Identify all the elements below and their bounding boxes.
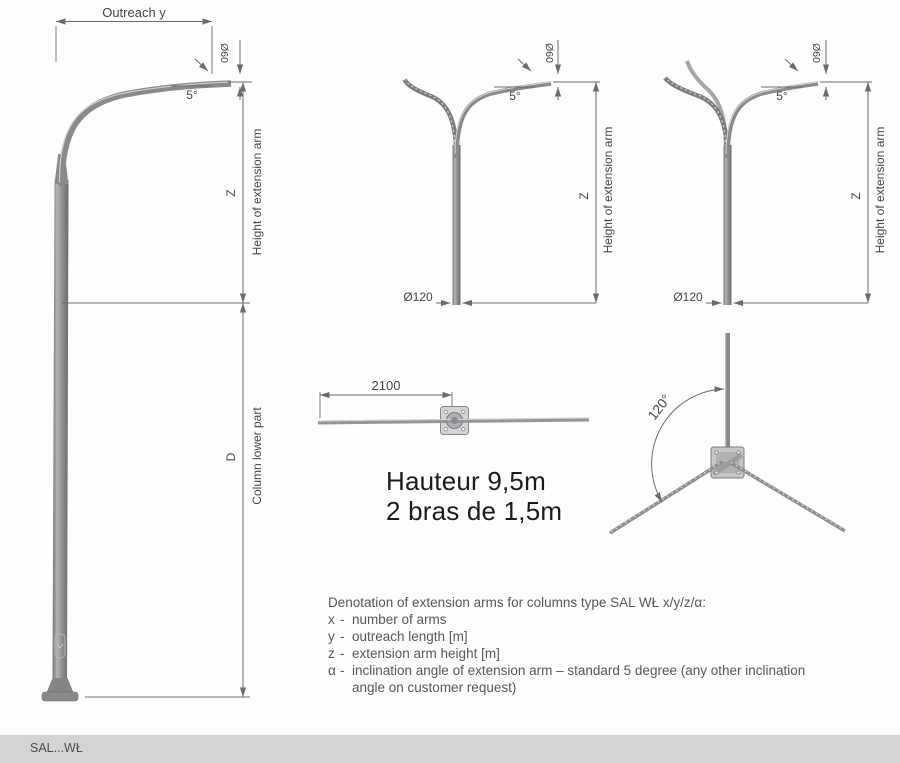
bolt-hole — [444, 410, 447, 413]
symbol-x-meaning: number of arms — [352, 612, 447, 627]
inclination-label: 5° — [776, 89, 788, 103]
right-arm — [728, 84, 819, 159]
arm-height-dimension — [224, 82, 264, 303]
denotation-row — [328, 645, 873, 662]
z-var: Z — [849, 192, 863, 200]
inclination-label: 5° — [186, 88, 198, 102]
arm-height-dimension — [820, 82, 887, 303]
lower-part-label: Column lower part — [250, 407, 264, 505]
bolt-hole — [737, 471, 740, 474]
denotation-row — [328, 628, 873, 645]
symbol-alpha-meaning: inclination angle of extension arm – standard 5 degree (any other inclination — [352, 663, 806, 678]
symbol-y: y — [328, 629, 335, 644]
bolt-hole — [462, 428, 465, 431]
left-arm-hatch — [405, 79, 456, 152]
inclination-label: 5° — [509, 89, 521, 103]
bolt-hole — [715, 471, 718, 474]
dash: - — [340, 646, 345, 661]
footer-bar — [0, 735, 900, 763]
column-shaft — [53, 180, 69, 682]
symbol-x: x — [328, 612, 335, 627]
outreach-label: Outreach y — [102, 5, 166, 20]
arm-height-label: Height of extension arm — [873, 126, 887, 254]
tip-diameter-label: Ø60 — [810, 43, 822, 63]
arm-height-label: Height of extension arm — [601, 126, 615, 254]
product-series-label: SAL...WŁ — [30, 741, 83, 755]
bolt-hole — [715, 451, 718, 454]
dash: - — [340, 629, 345, 644]
denotation-legend — [328, 594, 873, 696]
base-diameter-dimension — [673, 290, 868, 304]
denotation-title: Denotation of extension arms for columns type SAL WŁ x/y/z/α: — [328, 595, 706, 610]
column-shaft — [453, 145, 461, 305]
d-var: D — [224, 452, 238, 462]
hub-nut — [451, 417, 458, 424]
dash: - — [340, 663, 345, 678]
symbol-alpha: α — [328, 663, 336, 678]
base-diameter-label: Ø120 — [673, 290, 703, 304]
base-flare — [46, 678, 74, 694]
two-arm-column-diagram — [403, 40, 615, 305]
base-plate — [42, 692, 78, 701]
spread-dimension — [320, 378, 452, 418]
caption-arms: 2 bras de 1,5m — [386, 496, 563, 526]
three-arm-column-diagram — [665, 40, 887, 305]
extension-arm — [62, 84, 232, 187]
tip-diameter-label: Ø60 — [218, 43, 230, 63]
denotation-row-continuation — [328, 679, 873, 696]
extension-arm-highlight — [60, 82, 231, 182]
two-arm-top-view — [318, 378, 589, 435]
tip-diameter-dimension — [518, 40, 558, 100]
denotation-row — [328, 662, 873, 679]
bolt-hole — [462, 410, 465, 413]
front-left-arm-hatch — [665, 78, 726, 153]
back-left-arm — [687, 61, 726, 150]
symbol-y-meaning: outreach length [m] — [352, 629, 468, 644]
symbol-z-meaning: extension arm height [m] — [352, 646, 500, 661]
outreach-dimension — [56, 5, 212, 74]
three-arm-top-view — [610, 333, 845, 533]
symbol-alpha-meaning-continued: angle on customer request) — [352, 680, 517, 695]
tip-diameter-dimension — [195, 40, 240, 100]
bolt-hole — [737, 451, 740, 454]
arm-height-dimension — [553, 82, 615, 303]
arm-angle-label: 120° — [644, 391, 674, 423]
column-shaft — [724, 145, 732, 305]
dash: - — [340, 612, 345, 627]
caption-height: Hauteur 9,5m — [386, 466, 546, 496]
lower-part-dimension — [62, 303, 264, 697]
tip-diameter-dimension — [785, 40, 826, 100]
single-arm-column-diagram — [42, 5, 264, 701]
left-arm — [405, 80, 457, 159]
denotation-row — [328, 611, 873, 628]
front-left-arm — [665, 78, 728, 158]
symbol-z: z — [328, 646, 335, 661]
base-diameter-dimension — [403, 290, 596, 304]
tip-diameter-label: Ø60 — [543, 43, 555, 63]
z-var: Z — [224, 189, 238, 197]
inclination-dimension — [761, 87, 802, 103]
base-diameter-label: Ø120 — [403, 290, 433, 304]
left-arm — [610, 461, 724, 533]
right-arm — [457, 84, 552, 159]
bolt-hole — [444, 428, 447, 431]
configuration-caption — [386, 466, 562, 526]
arm-height-label: Height of extension arm — [250, 128, 264, 256]
z-var: Z — [577, 192, 591, 200]
spread-label: 2100 — [371, 378, 401, 393]
